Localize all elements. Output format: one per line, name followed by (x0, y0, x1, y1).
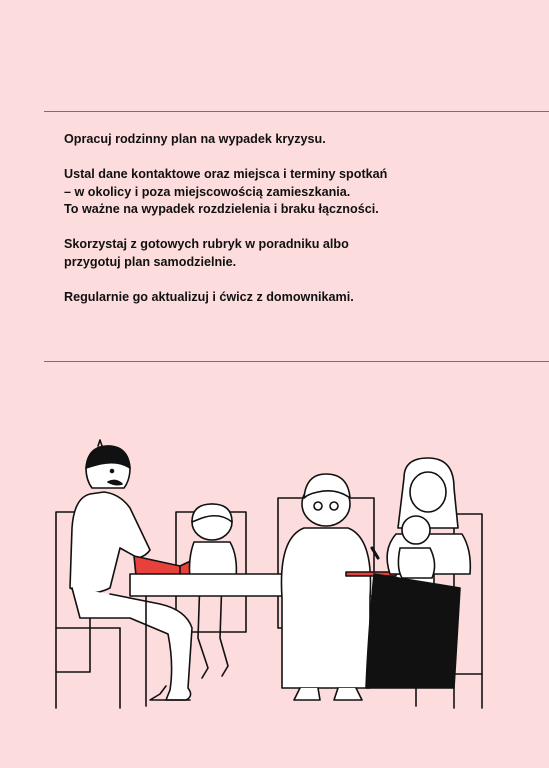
bottom-divider (44, 361, 549, 362)
family-at-table-icon (50, 438, 490, 710)
paragraph-practice (64, 289, 534, 307)
paragraph-contacts-line: Ustal dane kontaktowe oraz miejsca i terminy spotkań (64, 167, 388, 181)
grandmother-figure-icon (281, 474, 370, 700)
top-divider (44, 111, 549, 112)
paragraph-guide (64, 236, 534, 271)
paragraph-contacts (64, 166, 534, 219)
instructions-block (64, 131, 534, 324)
paragraph-contacts-line: To ważne na wypadek rozdzielenia i braku łączności. (64, 202, 379, 216)
red-paper-icon (346, 572, 396, 576)
paragraph-practice-text: Regularnie go aktualizuj i ćwicz z domownikami. (64, 289, 354, 304)
paragraph-contacts-line: – w okolicy i poza miejscowością zamieszkania. (64, 184, 351, 199)
paragraph-plan (64, 131, 534, 149)
paragraph-guide-line: przygotuj plan samodzielnie. (64, 254, 237, 269)
paragraph-guide-line: Skorzystaj z gotowych rubryk w poradniku albo (64, 237, 349, 251)
paragraph-plan-text: Opracuj rodzinny plan na wypadek kryzysu. (64, 132, 326, 146)
